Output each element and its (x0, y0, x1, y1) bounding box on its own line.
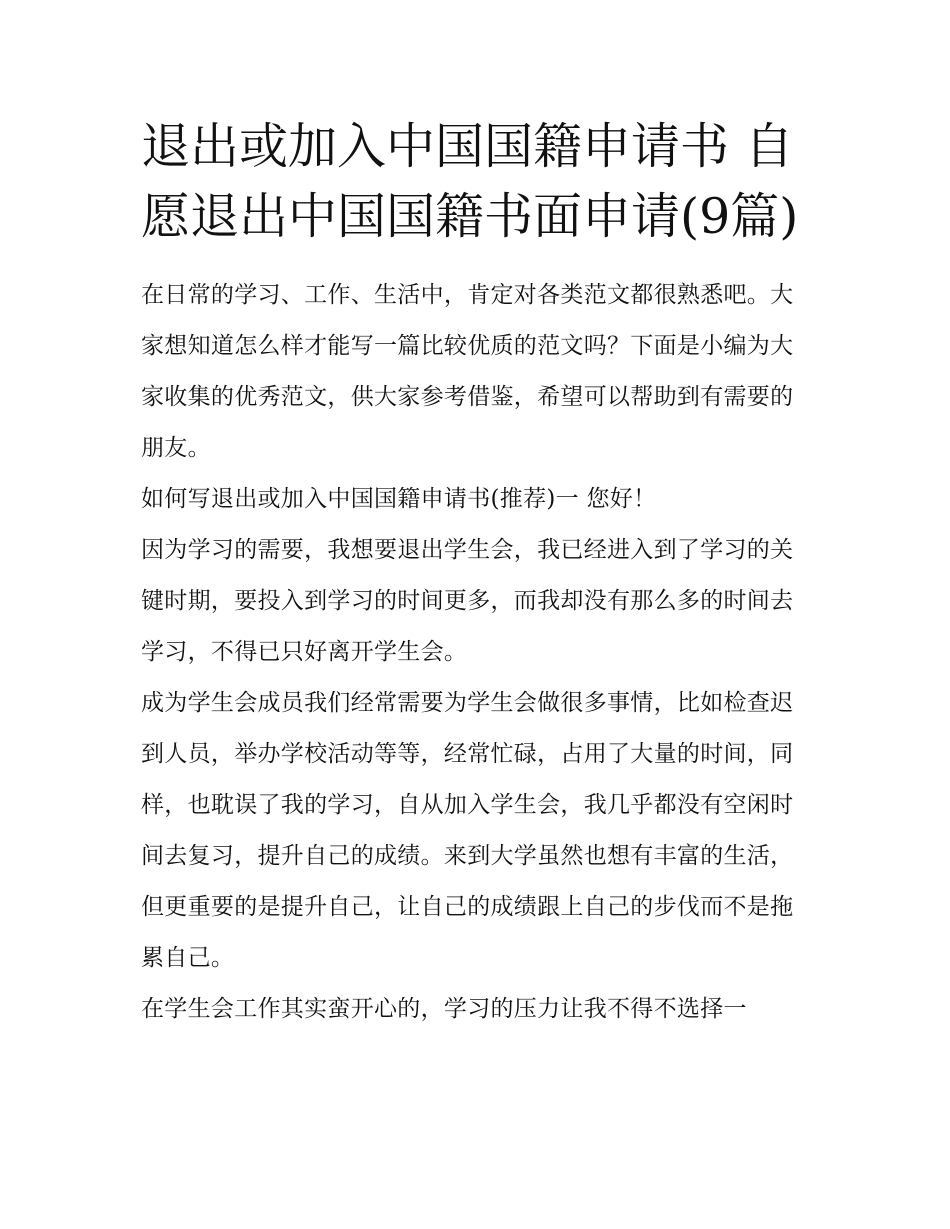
document-body (141, 112, 813, 1035)
paragraph-greeting: 如何写退出或加入中国国籍申请书(推荐)一 您好！ (141, 486, 657, 512)
document-title: 退出或加入中国国籍申请书 自愿退出中国国籍书面申请(9篇) (141, 118, 799, 245)
paragraph-closing: 在学生会工作其实蛮开心的，学习的压力让我不得不选择一 (141, 996, 747, 1022)
paragraph-intro: 在日常的学习、工作、生活中，肯定对各类范文都很熟悉吧。大家想知道怎么样才能写一篇比较优质的范文吗？下面是小编为大家收集的优秀范文，供大家参考借鉴，希望可以帮助到有需要的朋友。 (141, 282, 794, 461)
paragraph-details: 成为学生会成员我们经常需要为学生会做很多事情，比如检查迟到人员，举办学校活动等等，经常忙碌，占用了大量的时间，同样，也耽误了我的学习，自从加入学生会，我几乎都没有空闲时间去复习，提升自己的成绩。来到大学虽然也想有丰富的生活，但更重要的是提升自己，让自己的成绩跟上自己的步伐而不是拖累自己。 (141, 690, 794, 971)
paragraph-reason: 因为学习的需要，我想要退出学生会，我已经进入到了学习的关键时期，要投入到学习的时间更多，而我却没有那么多的时间去学习，不得已只好离开学生会。 (141, 537, 794, 665)
